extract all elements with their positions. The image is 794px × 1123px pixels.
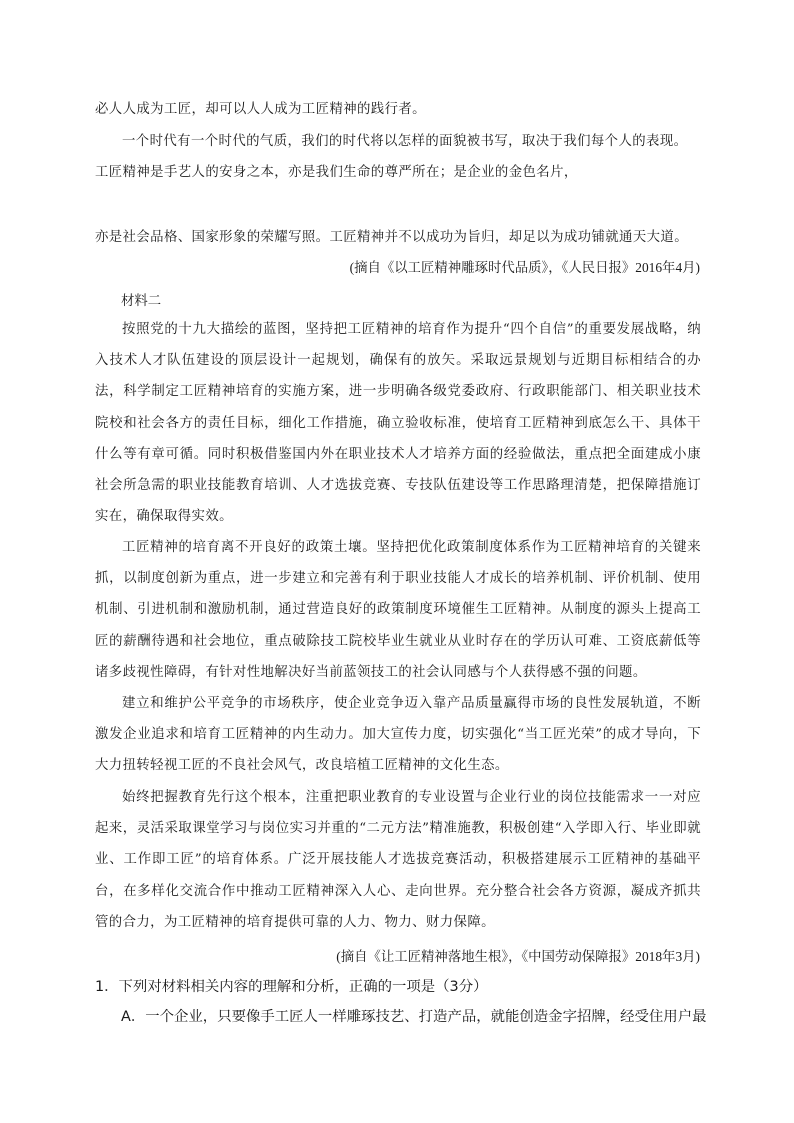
question-1-option-a: A．一个企业，只要像手工匠人一样雕琢技艺、打造产品，就能创造金字招牌，经受住用户最	[121, 1009, 707, 1025]
material-two-paragraph-3: 建立和维护公平竞争的市场秩序，使企业竞争迈入靠产品质量赢得市场的良性发展轨道，不断激发企业追求和培育工匠精神的内生动力。加大宣传力度，切实强化“当工匠光荣”的成才导向，下大力扭转轻视工匠的不良社会风气，改良培植工匠精神的文化生态。	[95, 696, 701, 774]
material-one-source: (摘自《以工匠精神雕琢时代品质》，《人民日报》2016年4月)	[349, 260, 700, 275]
material-one-line-4: 亦是社会品格、国家形象的荣耀写照。工匠精神并不以成功为旨归，却足以为成功铺就通天大道。	[95, 230, 688, 245]
material-two-source: (摘自《让工匠精神落地生根》，《中国劳动保障报》2018年3月)	[336, 949, 700, 964]
material-two-paragraph-1: 按照党的十九大描绘的蓝图，坚持把工匠精神的培育作为提升“四个自信”的重要发展战略，纳入技术人才队伍建设的顶层设计一起规划，确保有的放矢。采取远景规划与近期目标相结合的办法，科学制定工匠精神培育的实施方案，进一步明确各级党委政府、行政职能部门、相关职业技术院校和社会各方的责任目标，细化工作措施，确立验收标准，使培育工匠精神到底怎么干、具体干什么等有章可循。同时积极借鉴国内外在职业技术人才培养方面的经验做法，重点把全面建成小康社会所急需的职业技能教育培训、人才选拔竞赛、专技队伍建设等工作思路理清楚，把保障措施订实在，确保取得实效。	[95, 322, 701, 525]
material-one-line-3: 工匠精神是手艺人的安身之本，亦是我们生命的尊严所在；是企业的金色名片，	[95, 165, 578, 180]
material-one-line-2: 一个时代有一个时代的气质，我们的时代将以怎样的面貌被书写，取决于我们每个人的表现。	[122, 134, 688, 149]
material-one-line-1: 必人人成为工匠，却可以人人成为工匠精神的践行者。	[95, 102, 426, 117]
material-two-heading: 材料二	[121, 294, 162, 309]
question-1-stem: 1．下列对材料相关内容的理解和分析，正确的一项是（3分）	[95, 979, 488, 995]
material-two-paragraph-4: 始终把握教育先行这个根本，注重把职业教育的专业设置与企业行业的岗位技能需求一一对应起来，灵活采取课堂学习与岗位实习并重的“二元方法”精准施教，积极创建“入学即入行、毕业即就业、工作即工匠”的培育体系。广泛开展技能人才选拔竞赛活动，积极搭建展示工匠精神的基础平台，在多样化交流合作中推动工匠精神深入人心、走向世界。充分整合社会各方资源，凝成齐抓共管的合力，为工匠精神的培育提供可靠的人力、物力、财力保障。	[95, 790, 701, 930]
material-two-paragraph-2: 工匠精神的培育离不开良好的政策土壤。坚持把优化政策制度体系作为工匠精神培育的关键来抓，以制度创新为重点，进一步建立和完善有利于职业技能人才成长的培养机制、评价机制、使用机制、引进机制和激励机制，通过营造良好的政策制度环境催生工匠精神。从制度的源头上提高工匠的薪酬待遇和社会地位，重点破除技工院校毕业生就业从业时存在的学历认可难、工资底薪低等诸多歧视性障碍，有针对性地解决好当前蓝领技工的社会认同感与个人获得感不强的问题。	[95, 540, 701, 680]
